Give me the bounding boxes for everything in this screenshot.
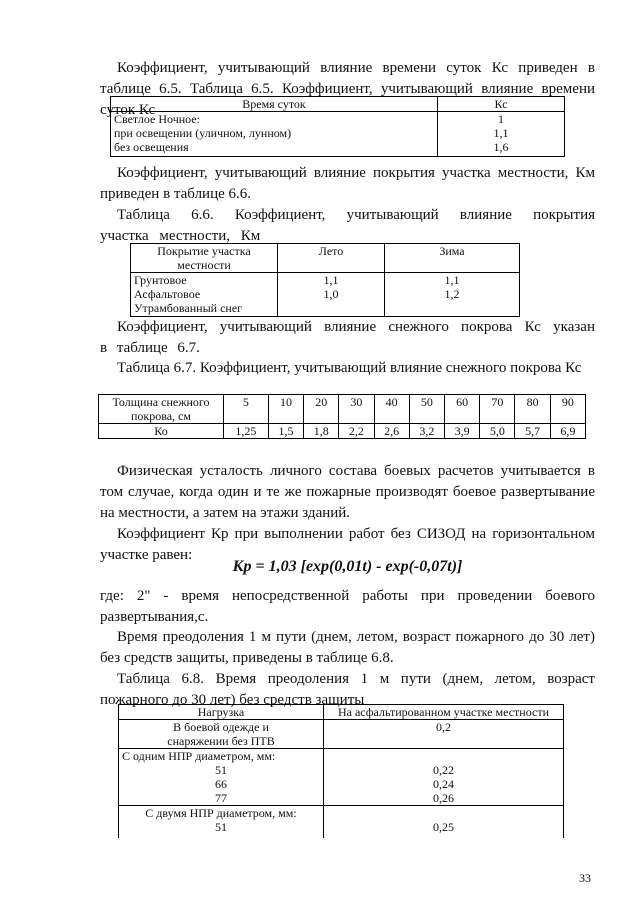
- table-6-7-depth-label: Толщина снежного покрова, см: [99, 395, 224, 424]
- table-6-8-value: 0,24: [433, 777, 454, 791]
- paragraph-table-6-8-intro: Время преодоления 1 м пути (днем, летом, возраст пожарного до 30 лет) без средств защиты, приведены в таблице 6.8.: [100, 629, 595, 666]
- table-6-5-cell: без освещения: [111, 140, 438, 157]
- table-6-7-coef-cell: 1,25: [224, 424, 269, 439]
- table-6-7-depth-cell: 80: [515, 395, 550, 424]
- table-6-7-coef-cell: 5,0: [480, 424, 515, 439]
- table-6-8-diameter: 66: [215, 777, 227, 791]
- table-6-5-header-kc: Кс: [438, 97, 565, 112]
- paragraph-table-6-6-intro: Коэффициент, учитывающий влияние покрытия участка местности, Км приведен в таблице 6.6.: [100, 165, 595, 202]
- table-6-7-coef-cell: 1,8: [304, 424, 339, 439]
- table-6-8-diameter: 51: [215, 763, 227, 777]
- table-6-8-group-one-values: [324, 749, 564, 806]
- table-6-7-depth-cell: 10: [268, 395, 303, 424]
- paragraph-fatigue: Физическая усталость личного состава боевых расчетов учитывается в том случае, когда один и те же пожарные производят боевое развертывание на местности, а затем на этажи зданий.: [100, 463, 595, 521]
- table-6-7-depth-cell: 70: [480, 395, 515, 424]
- table-6-7-coef-cell: 3,9: [445, 424, 480, 439]
- table-6-7-depth-cell: 20: [304, 395, 339, 424]
- table-6-6-cell: Асфальтовое: [131, 287, 278, 301]
- paragraph-table-6-5-intro: Коэффициент, учитывающий влияние времени суток Кс приведен в таблице 6.5. Таблица 6.5. Коэффициент, учитывающий влияние времени суток Кс: [100, 60, 595, 118]
- table-6-7-depth-cell: 40: [374, 395, 409, 424]
- table-6-7-depth-cell: 90: [550, 395, 585, 424]
- table-6-8-caption: Таблица 6.8. Время преодоления 1 м пути (днем, летом, возраст пожарного до 30 лет) без средств защиты: [100, 671, 595, 708]
- table-6-6-cell: 1,0: [278, 287, 385, 301]
- table-6-7-coef-cell: 1,5: [268, 424, 303, 439]
- table-6-7: [98, 394, 586, 439]
- table-6-8-group-one-hose: [119, 749, 324, 806]
- table-6-8-load-line: В боевой одежде и: [173, 720, 269, 734]
- table-6-8-value-cell: 0,2: [324, 720, 564, 749]
- table-6-8-header-asphalt: На асфальтированном участке местности: [324, 705, 564, 720]
- table-6-7-coef-cell: 5,7: [515, 424, 550, 439]
- table-6-5-header-time: Время суток: [111, 97, 438, 112]
- table-6-6-cell: 1,1: [385, 273, 520, 288]
- table-6-8-group-title: С двумя НПР диаметром, мм:: [145, 806, 297, 820]
- table-6-7-coef-cell: 3,2: [409, 424, 444, 439]
- table-6-7-coef-cell: 6,9: [550, 424, 585, 439]
- table-6-6-cell: Утрамбованный снег: [131, 301, 278, 317]
- table-6-5-cell: 1,1: [438, 126, 565, 140]
- table-6-8-value: 0,22: [433, 763, 454, 777]
- table-6-5: [110, 96, 565, 157]
- table-6-5-cell: Светлое Ночное:: [111, 112, 438, 127]
- table-6-8-value: 0,26: [433, 791, 454, 805]
- table-6-5-cell: при освещении (уличном, лунном): [111, 126, 438, 140]
- table-6-8: [118, 704, 564, 838]
- table-6-5-cell: 1: [438, 112, 565, 127]
- page-number: 33: [579, 871, 591, 885]
- table-6-6-cell: [278, 301, 385, 317]
- table-6-7-depth-cell: 5: [224, 395, 269, 424]
- paragraph-kp: Коэффициент Кр при выполнении работ без СИЗОД на горизонтальном участке равен:: [100, 526, 595, 563]
- paragraph-table-6-7-intro: Коэффициент, учитывающий влияние снежного покрова Кс указан в таблице 6.7.: [100, 319, 595, 356]
- table-6-6-cell: 1,2: [385, 287, 520, 301]
- table-6-7-depth-cell: 60: [445, 395, 480, 424]
- table-6-7-caption: Таблица 6.7. Коэффициент, учитывающий влияние снежного покрова Кс: [117, 360, 582, 376]
- table-6-8-diameter: 51: [215, 820, 227, 834]
- table-6-5-cell: 1,6: [438, 140, 565, 157]
- table-6-8-group-two-values: [324, 806, 564, 839]
- table-6-6-cell: Грунтовое: [131, 273, 278, 288]
- table-6-7-depth-cell: 50: [409, 395, 444, 424]
- table-6-6: [130, 243, 520, 317]
- table-6-8-group-title: С одним НПР диаметром, мм:: [122, 749, 276, 763]
- formula-kp: Кр = 1,03 [exp(0,01t) - exp(-0,07t)]: [232, 558, 463, 575]
- table-6-6-cell: 1,1: [278, 273, 385, 288]
- paragraph-formula-legend: где: 2" - время непосредственной работы при проведении боевого развертывания,с.: [100, 588, 595, 625]
- table-6-8-value: 0,25: [433, 820, 454, 834]
- table-6-8-load-line: снаряжении без ПТВ: [167, 734, 275, 748]
- table-6-6-cell: [385, 301, 520, 317]
- table-6-6-header-surface: Покрытие участка местности: [131, 244, 278, 273]
- table-6-8-group-two-hoses: [119, 806, 324, 839]
- table-6-6-header-summer: Лето: [278, 244, 385, 273]
- table-6-8-header-load: Нагрузка: [119, 705, 324, 720]
- table-6-7-coef-cell: 2,6: [374, 424, 409, 439]
- table-6-8-diameter: 77: [215, 791, 227, 805]
- table-6-8-load-cell: [119, 720, 324, 749]
- table-6-7-coef-cell: 2,2: [339, 424, 374, 439]
- table-6-6-caption: Таблица 6.6. Коэффициент, учитывающий влияние покрытия участка местности, Км: [100, 207, 595, 244]
- table-6-7-coef-label: Ко: [99, 424, 224, 439]
- table-6-6-header-winter: Зима: [385, 244, 520, 273]
- table-6-7-depth-cell: 30: [339, 395, 374, 424]
